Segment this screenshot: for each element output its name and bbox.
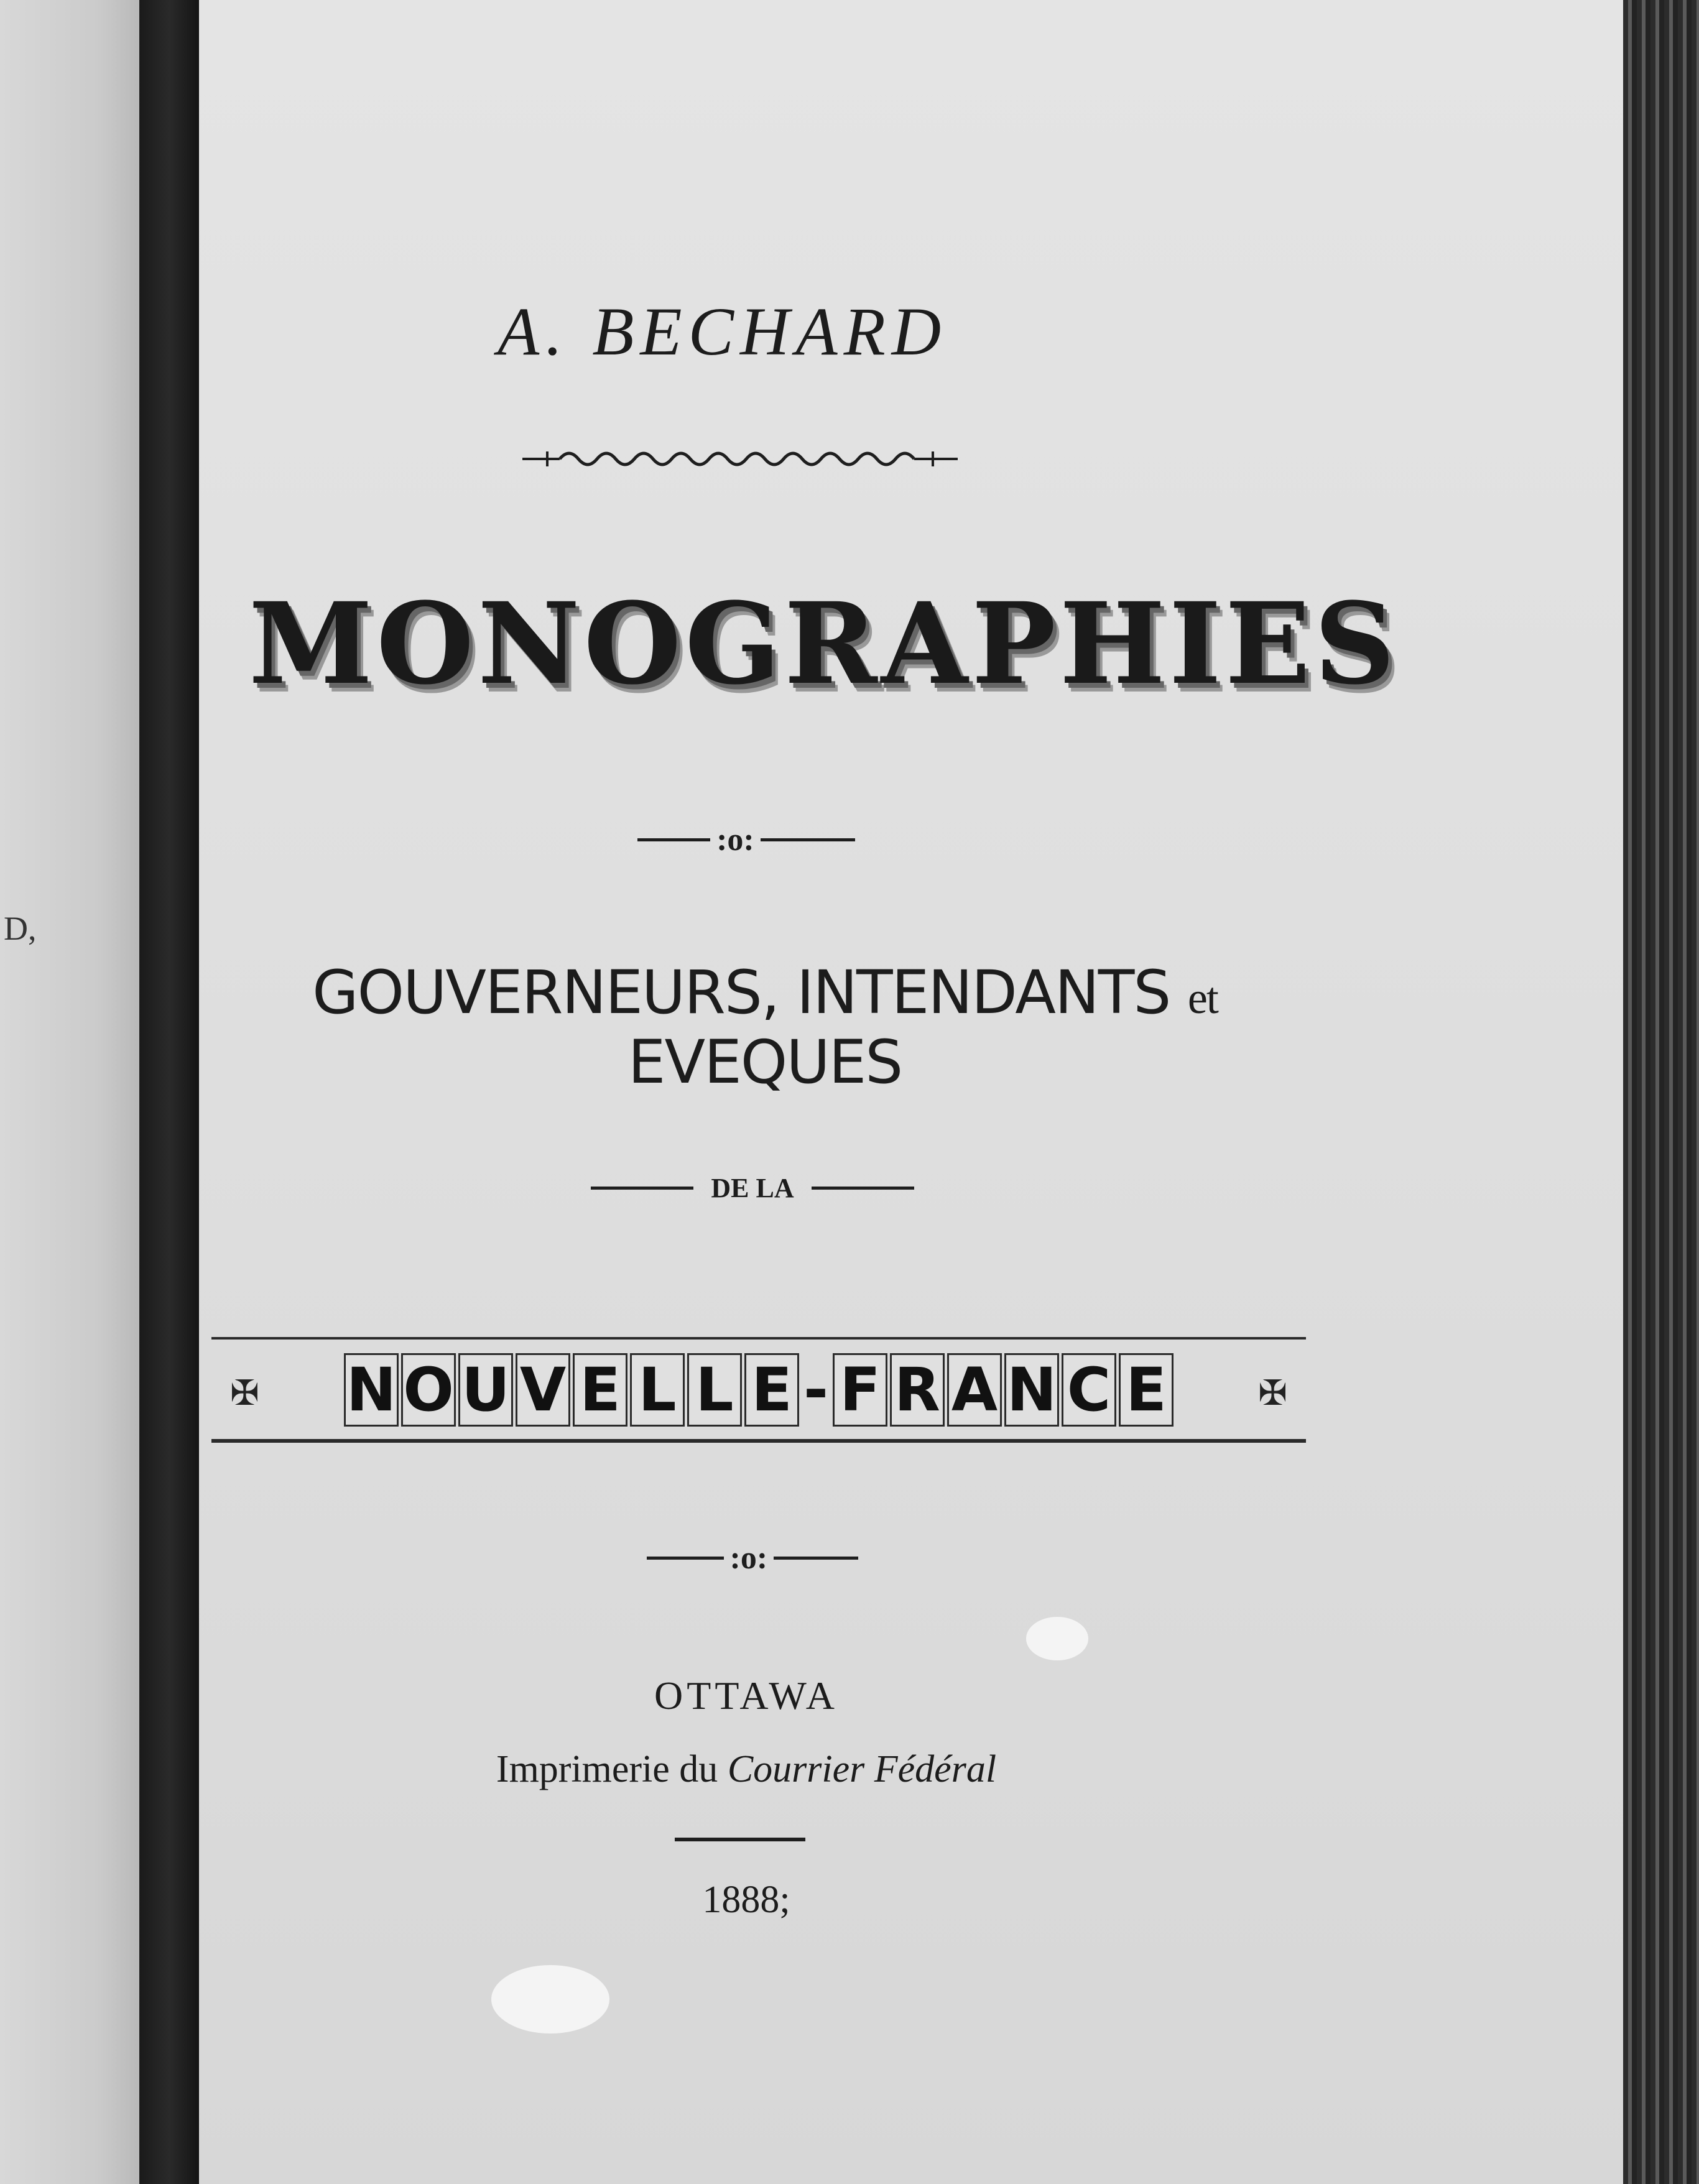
region-letter: - (803, 1355, 828, 1425)
region-letter: E (573, 1353, 627, 1427)
region-name (280, 1351, 1238, 1429)
connector-de-la (591, 1169, 914, 1206)
connector-line (812, 1187, 914, 1190)
divider-mark: :o: (729, 1540, 768, 1576)
divider-2 (647, 1540, 858, 1576)
region-letter: N (344, 1353, 399, 1427)
book-spine-shadow (139, 0, 199, 2184)
printer-prefix: Imprimerie du (496, 1748, 718, 1790)
region-letter: L (630, 1353, 685, 1427)
printer-line (435, 1747, 1057, 1792)
region-letter: N (1004, 1353, 1059, 1427)
subtitle-part-2: EVEQUES (627, 1027, 902, 1097)
left-page-fragment: D, (4, 910, 37, 947)
divider-line (647, 1557, 724, 1560)
divider-line (774, 1557, 858, 1560)
divider-line (637, 838, 710, 841)
banner-bottom-rule (211, 1439, 1306, 1443)
subtitle-conjunction: et (1187, 973, 1218, 1023)
main-title: MONOGRAPHIES (249, 578, 1399, 710)
connector-text: DE LA (711, 1172, 794, 1203)
region-letter: O (401, 1353, 456, 1427)
region-letter: R (890, 1353, 945, 1427)
page-edges (1623, 0, 1699, 2184)
paper-blemish (491, 1965, 609, 2034)
subtitle (211, 958, 1318, 1097)
region-letter: E (1119, 1353, 1174, 1427)
author-name: A. BECHARD (498, 294, 948, 369)
divider-1 (637, 821, 855, 858)
divider-line (761, 838, 855, 841)
connector-line (591, 1187, 693, 1190)
publication-city: OTTAWA (654, 1673, 838, 1718)
printer-name: Courrier Fédéral (727, 1748, 997, 1790)
region-letter: A (947, 1353, 1002, 1427)
publication-year: 1888; (702, 1879, 790, 1921)
banner-top-rule (211, 1337, 1306, 1340)
divider-mark: :o: (716, 821, 754, 858)
short-rule (675, 1838, 805, 1841)
cross-ornament-icon: ✠ (230, 1373, 259, 1414)
paper-blemish (1026, 1617, 1088, 1660)
region-letter: U (458, 1353, 513, 1427)
region-letter: E (744, 1353, 799, 1427)
left-page (0, 0, 139, 2184)
region-letter: C (1062, 1353, 1116, 1427)
region-letter: F (833, 1353, 887, 1427)
subtitle-part-1: GOUVERNEURS, INTENDANTS (312, 958, 1170, 1027)
region-banner (211, 1337, 1306, 1443)
ornamental-rule (522, 447, 958, 471)
cross-ornament-icon: ✠ (1258, 1373, 1287, 1414)
region-letter: L (687, 1353, 742, 1427)
region-letter: V (516, 1353, 570, 1427)
